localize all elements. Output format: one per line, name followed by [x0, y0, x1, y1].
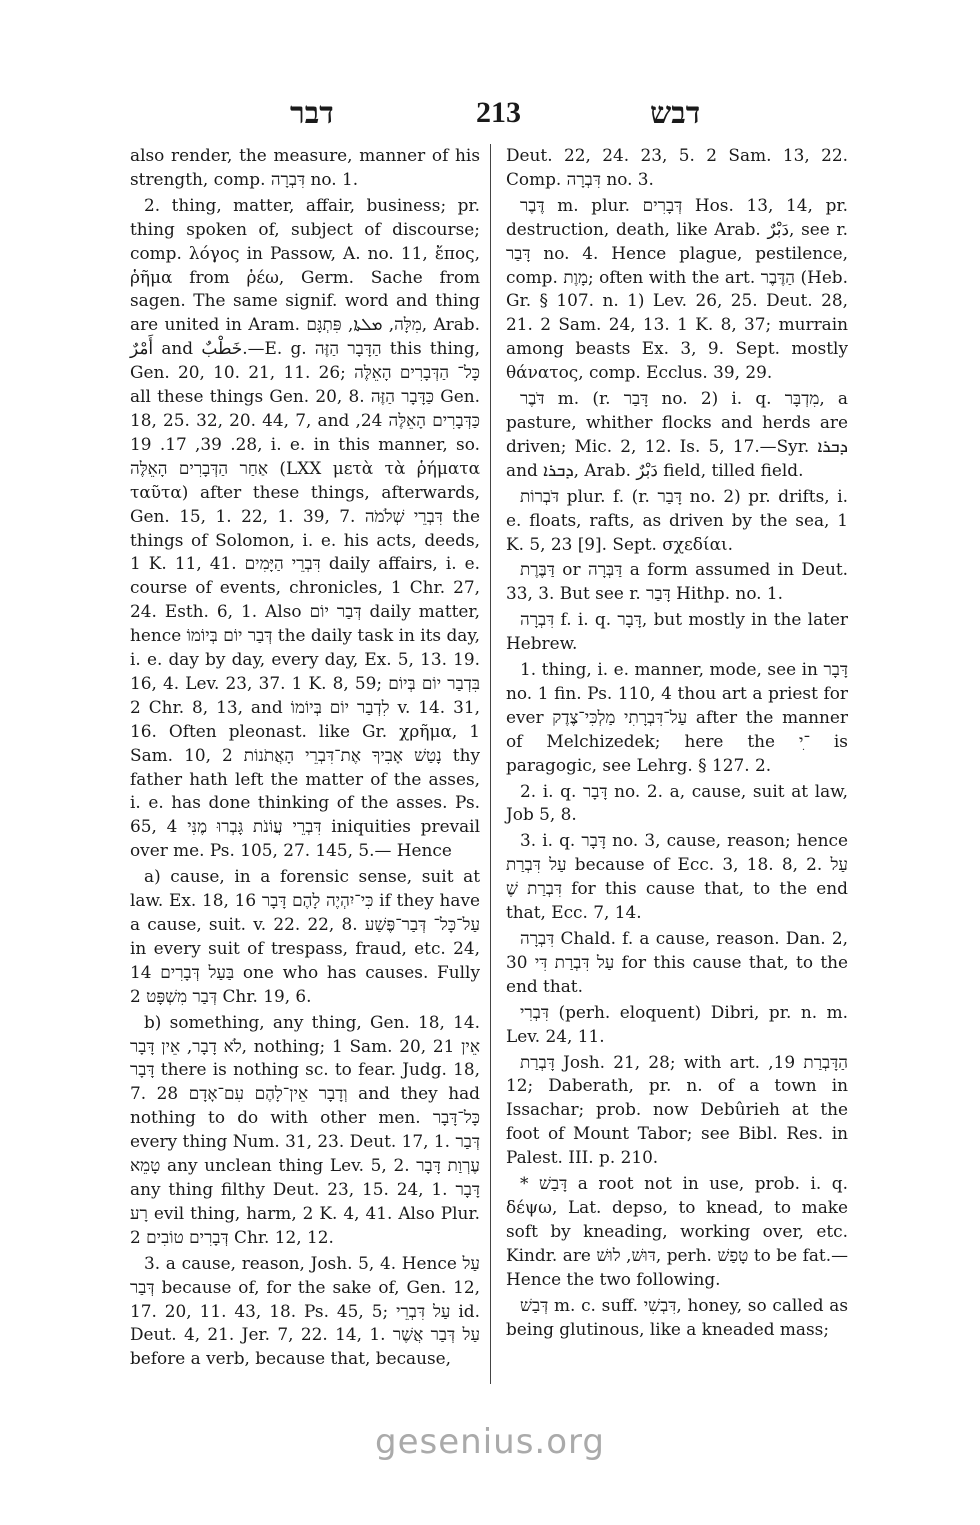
column-divider — [490, 144, 491, 1384]
entry-paragraph: דִּבְרִי (perh. eloquent) Dibri, pr. n. m. Lev. 24, 11. — [506, 1001, 848, 1046]
entry-paragraph: a) cause, in a forensic sense, suit at law. Ex. 18, 16 כִּי־יִהְיֶה לָהֶם דָּבָר if they have a cause, suit. v. 22. 22, 8. עַל־כָּל־ דְּבַר־פֶּשַׁע in every suit of trespass, fraud, etc. 24, 14 בַּעַל דְּבָרִים one who has causes. Fully דְּבַר מִשְׁפָּט 2 Chr. 19, 6. — [130, 866, 480, 1006]
entry-paragraph: 1. thing, i. e. manner, mode, see in דָּבָר no. 1 fin. Ps. 110, 4 thou art a priest for ever עַל־דִּבְרָתִי מַלְכִּי־צֶדֶק after the manner of Melchizedek; here the ־ִי is paragogic, see Lehrg. § 127. 2. — [506, 659, 848, 775]
page-number: 213 — [476, 96, 521, 129]
entry-paragraph: also render, the measure, manner of his strength, comp. דִּבְרָה no. 1. — [130, 145, 480, 189]
entry-paragraph: דְּבַשׁ m. c. suff. דִּבְשִׁי, honey, so called as being glutinous, like a kneaded mass; — [506, 1294, 848, 1339]
entry-paragraph: דִּבְרָה Chald. f. a cause, reason. Dan. 2, 30 עַל דִּבְרַת דִּי for this cause that, to the end that. — [506, 928, 848, 996]
entry-paragraph: דַּבֶּרֶת or דַּבְּרָה a form assumed in Deut. 33, 3. But see r. דָּבַר Hithp. no. 1. — [506, 559, 849, 604]
entry-paragraph: Deut. 22, 24. 23, 5. 2 Sam. 13, 22. Comp. דִּבְרָה no. 3. — [506, 145, 848, 189]
entry-paragraph: 3. i. q. דָּבָר no. 3, cause, reason; hence עַל דִּבְרַת because of Ecc. 3, 18. 8, 2. עַל דִּבְרַת שֶׁ for this cause that, to the end that, Ecc. 7, 14. — [506, 830, 848, 923]
right-column — [506, 144, 848, 1343]
entry-paragraph: דֹּבְרוֹת plur. f. (r. דָּבַר no. 2) pr. drifts, i. e. floats, rafts, as driven by the sea, 1 K. 5, 23 [9]. Sept. σχεδίαι. — [506, 485, 848, 554]
site-watermark[interactable]: gesenius.org — [375, 1422, 605, 1462]
entry-paragraph: דָּבְרַת Josh. 21, 28; with art. הַדָּבְרַת 19, 12; Daberath, pr. n. of a town in Issachar; prob. now Debûrieh at the foot of Mount Tabor; see Bibl. Res. in Palest. III. p. 210. — [506, 1051, 848, 1168]
running-head-right: דבש — [650, 96, 701, 131]
entry-paragraph: 2. i. q. דָּבָר no. 2. a, cause, suit at law, Job 5, 8. — [506, 780, 848, 825]
page-header — [0, 96, 980, 136]
entry-paragraph: דִּבְרָה f. i. q. דָּבָר, but mostly in the later Hebrew. — [506, 609, 848, 654]
entry-paragraph: דֹּבֶר m. (r. דָּבַר no. 2) i. q. מִדְבָּר, a pasture, whither flocks and herds are driven; Mic. 2, 12. Is. 5, 17.—Syr. ܕܒܪܐ and ܕܒܪܐ, Arab. دَبْرٌ field, tilled field. — [506, 388, 848, 480]
left-column — [130, 144, 480, 1373]
running-head-left: דבר — [290, 96, 334, 131]
entry-paragraph: * דָּבַשׁ a root not in use, prob. i. q. δέψω, Lat. depso, to knead, to make soft by kneading, working over, etc. Kindr. are דּוּשׁ, לוּשׁ, perh. טָפַשׁ to be fat.— Hence the two following. — [506, 1173, 848, 1289]
entry-paragraph: 3. a cause, reason, Josh. 5, 4. Hence עַל דְּבַר because of, for the sake of, Gen. 12, 17. 20, 11. 43, 18. Ps. 45, 5; עַל דִּבְרֵי id. Deut. 4, 21. Jer. 7, 22. 14, 1. עַל דְּבַר אֲשֶׁר before a verb, because that, because, — [130, 1252, 481, 1369]
entry-paragraph: b) something, any thing, Gen. 18, 14. לֹא דָבָר, אֵין דָּבָר, nothing; 1 Sam. 20, 21 אֵין דָּבָר there is nothing sc. to fear. Judg. 18, 7. 28 וְדָבָר אֵין־לָהֶם עִם־אָדָם and they had nothing to do with other men. כָּל־דָּבָר every thing Num. 31, 23. Deut. 17, 1. דְּבַר טָמֵא any unclean thing Lev. 5, 2. עֶרְוַת דָּבָר any thing filthy Deut. 23, 15. 24, 1. דָּבָר רָע evil thing, harm, 2 K. 4, 41. Also Plur. דְּבָרִים טוֹבִים 2 Chr. 12, 12. — [130, 1011, 480, 1247]
entry-paragraph: דֶּבֶר m. plur. דְּבָרִים Hos. 13, 14, pr. destruction, death, like Arab. دَبْرٌ, see r. דָּבַר no. 4. Hence plague, pestilence, comp. מָוֶת; often with the art. הַדֶּבֶר (Heb. Gr. § 107. n. 1) Lev. 26, 25. Deut. 28, 21. 2 Sam. 24, 13. 1 K. 8, 37; murrain among beasts Ex. 3, 9. Sept. mostly θάνατος, comp. Ecclus. 39, 29. — [506, 194, 849, 383]
entry-paragraph: 2. thing, matter, affair, business; pr. thing spoken of, subject of discourse; comp. λόγος in Passow, A. no. 11, ἔπος, ῥῆμα from ῥέω, Germ. Sache from sagen. The same signif. word and thing are united in Aram. מִלָּה, ܡܠܬܐ, פִּתְגָּם, Arab. أَمْرٌ and خَطْبٌ.—E. g. הַדָּבָר הַזֶּה this thing, Gen. 20, 10. 21, 11. 26; כָּל־ הַדְּבָרִים הָאֵלֶּה all these things Gen. 20, 8. כַּדָּבָר הַזֶּה Gen. 18, 25. 32, 20. 44, 7, and כַּדְּבָרִים הָאֵלֶּה 24, 28. 39, 17. 19, i. e. in this manner, so. אַחַר הַדְּבָרִים הָאֵלֶּה (LXX μετὰ τὰ ῥήματα ταῦτα) after these things, afterwards, Gen. 15, 1. 22, 1. 39, 7. דִּבְרֵי שְׁלֹמֹה the things of Solomon, i. e. his acts, deeds, 1 K. 11, 41. דִּבְרֵי הַיָּמִים daily affairs, i. e. course of events, chronicles, 1 Chr. 27, 24. Esth. 6, 1. Also דְּבַר יוֹם daily matter, hence דְּבַר יוֹם בְּיוֹמוֹ the daily task in its day, i. e. day by day, every day, Ex. 5, 13. 19. 16, 4. Lev. 23, 37. 1 K. 8, 59; בִּדְבַר יוֹם בְּיוֹם 2 Chr. 8, 13, and לִדְבַר יוֹם בְּיוֹמוֹ v. 14. 31, 16. Often pleonast. like Gr. χρῆμα, 1 Sam. 10, 2 נָטַשׁ אָבִיךָ אֶת־דִּבְרֵי הָאֲתֹנוֹת thy father hath left the matter of the asses, i. e. has done thinking of the asses. Ps. 65, 4 דִּבְרֵי עֲוֹנֹת גָּבְרוּ מֶנִּי iniquities prevail over me. Ps. 105, 27. 145, 5.— Hence — [130, 194, 481, 861]
